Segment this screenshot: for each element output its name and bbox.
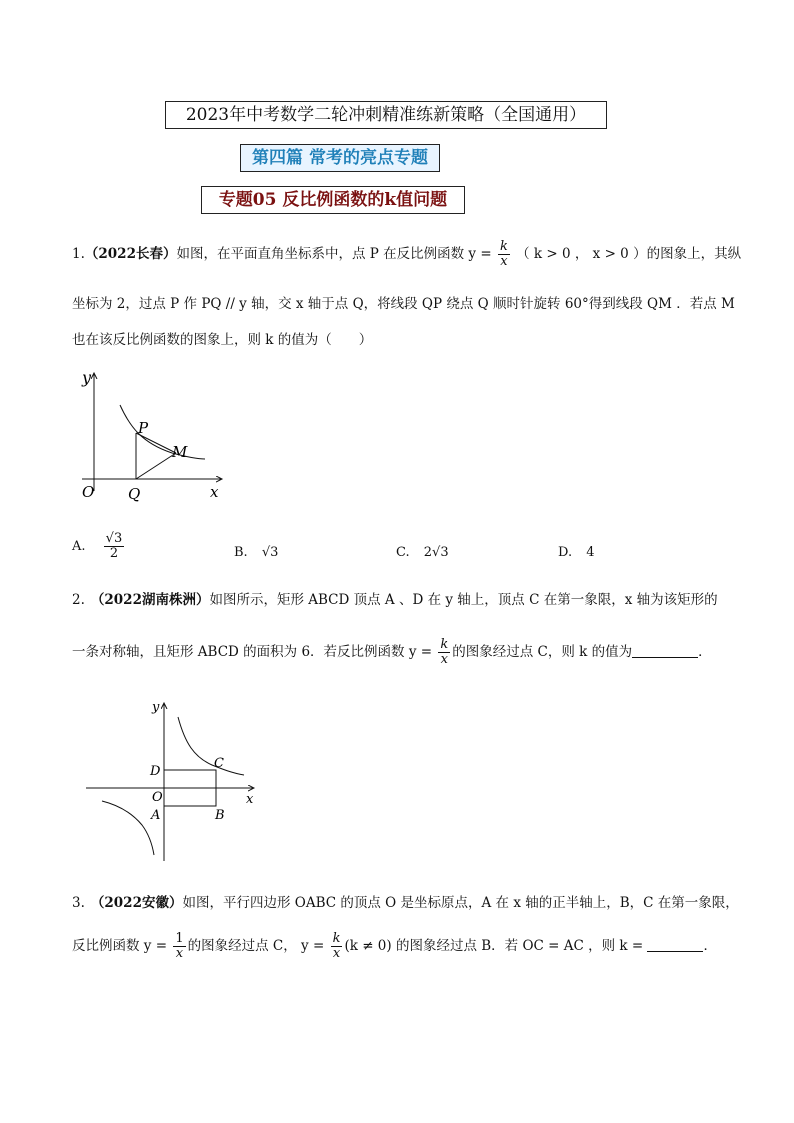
q1-line1 — [72, 240, 741, 269]
q2-text-2a: 一条对称轴，且矩形 ABCD 的面积为 6．若反比例函数 y = — [72, 644, 433, 660]
q1-label-m: M — [172, 443, 188, 461]
q1-label-y: y — [82, 368, 92, 387]
q2-label-o: O — [152, 790, 163, 805]
q1-segment-qm — [136, 453, 176, 479]
q2-label-d: D — [150, 764, 161, 779]
q1-text-1b: （ k > 0 ， x > 0 ）的图象上，其纵 — [516, 246, 742, 262]
q1-option-a-label: A. — [72, 539, 86, 554]
q1-fraction: $\frac{k}{x}$ — [499, 239, 508, 269]
q1-option-b — [234, 545, 278, 560]
q1-option-a — [72, 532, 126, 561]
q2-figure — [82, 695, 262, 865]
q1-option-d — [558, 545, 595, 560]
q1-option-a-fraction: $\frac{√3}{2}$ — [105, 531, 123, 561]
q3-text-2d: (k ≠ 0) 的图象经过点 B．若 OC = AC ，则 k = — [344, 938, 644, 954]
q1-option-c-value: 2√3 — [423, 545, 449, 560]
q1-option-d-value: 4 — [586, 545, 595, 560]
q1-label-o: O — [82, 483, 95, 501]
q3-text-2c: y = — [301, 938, 325, 954]
q3-answer-blank[interactable] — [647, 937, 703, 952]
q1-source: （2022长春） — [84, 246, 177, 262]
q2-hyperbola-q3 — [102, 801, 154, 855]
q1-option-b-label: B. — [234, 545, 248, 560]
q1-label-p: P — [138, 419, 149, 437]
q2-text-2b: 的图象经过点 C，则 k 的值为 — [452, 644, 633, 660]
q2-text-1: 如图所示，矩形 ABCD 顶点 A 、D 在 y 轴上，顶点 C 在第一象限，x 轴为该矩形的 — [209, 592, 718, 608]
q3-number: 3. — [72, 895, 85, 911]
q1-option-b-value: √3 — [261, 545, 279, 560]
q2-label-b: B — [215, 808, 225, 823]
part-heading: 第四篇 常考的亮点专题 — [240, 144, 440, 172]
q3-text-2b: 的图象经过点 C， — [187, 938, 297, 954]
q1-label-q: Q — [128, 485, 141, 503]
q1-option-c — [396, 545, 449, 560]
q3-source: （2022安徽） — [90, 895, 183, 911]
q3-fraction-2: $\frac{k}{x}$ — [332, 931, 341, 961]
q1-option-d-label: D. — [558, 545, 573, 560]
q3-fraction-1: $\frac{1}{x}$ — [175, 931, 184, 961]
q2-answer-blank[interactable] — [632, 643, 698, 658]
q2-label-x: x — [246, 792, 254, 807]
q1-text-1a: 如图，在平面直角坐标系中，点 P 在反比例函数 y = — [176, 246, 492, 262]
q3-text-1: 如图，平行四边形 OABC 的顶点 O 是坐标原点，A 在 x 轴的正半轴上，B，C 在第一象限， — [182, 895, 739, 911]
q3-text-2a: 反比例函数 y = — [72, 938, 168, 954]
q2-hyperbola-q1 — [178, 717, 244, 775]
q1-line2: 坐标为 2，过点 P 作 PQ // y 轴，交 x 轴于点 Q，将线段 QP 绕点 Q 顺时针旋转 60°得到线段 QM ．若点 M — [72, 296, 735, 312]
q3-line1 — [72, 893, 739, 913]
q2-line2: 一条对称轴，且矩形 ABCD 的面积为 6．若反比例函数 y = $\frac{k}{x}$ 的图象经过点 C，则 k 的值为 ． — [72, 637, 712, 667]
q1-option-c-label: C. — [396, 545, 410, 560]
q2-fraction: $\frac{k}{x}$ — [440, 637, 449, 667]
q1-label-x: x — [210, 483, 219, 501]
q2-label-y: y — [152, 700, 160, 715]
topic-heading: 专题05 反比例函数的k值问题 — [201, 186, 465, 214]
q3-line2: 反比例函数 y = $\frac{1}{x}$ 的图象经过点 C， y = $\frac{k}{x}$ (k ≠ 0) 的图象经过点 B．若 OC = AC ，则 k = ． — [72, 931, 717, 961]
q1-hyperbola — [120, 405, 205, 459]
q2-label-a: A — [151, 808, 161, 823]
document-title: 2023年中考数学二轮冲刺精准练新策略（全国通用） — [165, 101, 607, 129]
q2-label-c: C — [214, 756, 224, 771]
q2-source: （2022湖南株洲） — [90, 592, 210, 608]
q2-number: 2. — [72, 592, 85, 608]
q1-number: 1. — [72, 246, 85, 262]
q2-line1 — [72, 590, 718, 610]
q1-figure — [72, 365, 242, 505]
q1-line3: 也在该反比例函数的图象上，则 k 的值为（ ） — [72, 332, 373, 348]
